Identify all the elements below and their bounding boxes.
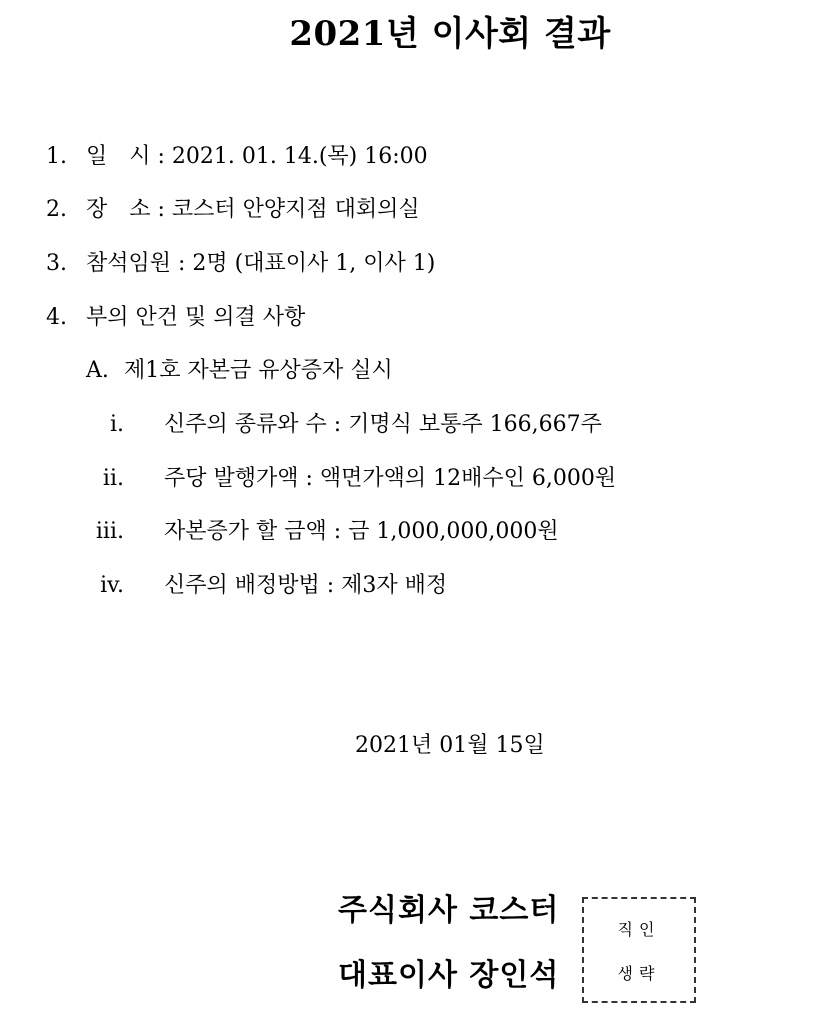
subitem-number-iii: iii. <box>95 519 124 544</box>
agenda-number-a: A. <box>86 358 109 383</box>
item-number-1: 1. <box>46 144 67 169</box>
subitem-text-issue-price: 주당 발행가액 : 액면가액의 12배수인 6,000원 <box>164 466 617 491</box>
representative-name: 대표이사 장인석 <box>338 958 560 993</box>
item-text-attendees: 참석임원 : 2명 (대표이사 1, 이사 1) <box>86 251 436 276</box>
item-text-agenda-heading: 부의 안건 및 의결 사항 <box>86 305 306 330</box>
item-number-2: 2. <box>46 197 67 222</box>
item-text-location: 장 소 : 코스터 안양지점 대회의실 <box>86 197 420 222</box>
agenda-title: 제1호 자본금 유상증자 실시 <box>124 358 393 383</box>
subitem-text-share-type: 신주의 종류와 수 : 기명식 보통주 166,667주 <box>164 412 602 437</box>
subitem-number-ii: ii. <box>102 466 124 491</box>
subitem-text-capital-increase: 자본증가 할 금액 : 금 1,000,000,000원 <box>164 519 559 544</box>
seal-text-line2: 생략 <box>617 964 661 983</box>
document-date: 2021년 01월 15일 <box>355 733 545 758</box>
document-title: 2021년 이사회 결과 <box>289 14 611 54</box>
item-text-datetime: 일 시 : 2021. 01. 14.(목) 16:00 <box>86 144 428 169</box>
seal-text-line1: 직인 <box>617 920 661 939</box>
subitem-number-iv: iv. <box>100 573 124 598</box>
item-number-3: 3. <box>46 251 67 276</box>
subitem-text-allocation: 신주의 배정방법 : 제3자 배정 <box>164 573 448 598</box>
company-name: 주식회사 코스터 <box>338 893 560 928</box>
item-number-4: 4. <box>46 305 67 330</box>
subitem-number-i: i. <box>109 412 124 437</box>
seal-omitted-box <box>582 897 696 1003</box>
